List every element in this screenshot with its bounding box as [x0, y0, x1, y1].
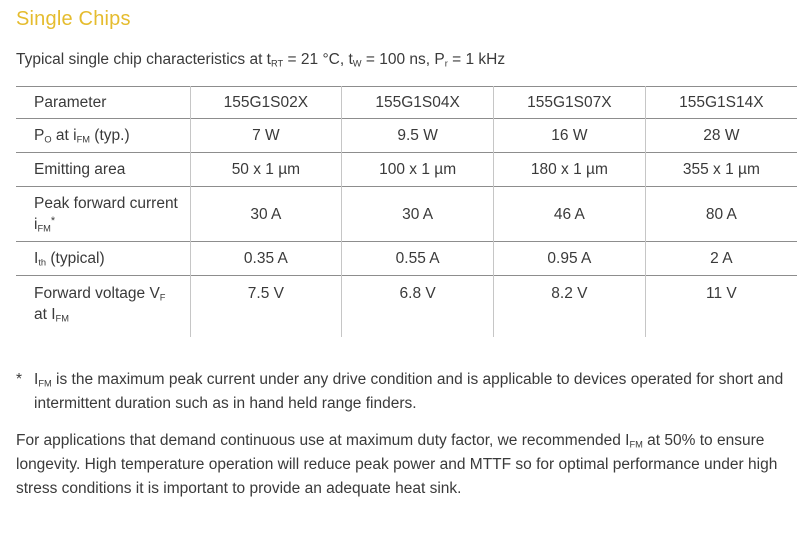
section-title: Single Chips — [16, 8, 131, 30]
value-cell: 2 A — [645, 242, 797, 276]
value-cell: 30 A — [342, 187, 494, 242]
col-header-model: 155G1S02X — [190, 87, 342, 119]
header-row — [16, 87, 797, 119]
value-cell: 46 A — [494, 187, 646, 242]
value-cell: 8.2 V — [494, 276, 646, 338]
value-cell: 0.95 A — [494, 242, 646, 276]
value-cell: 7 W — [190, 119, 342, 153]
table-row — [16, 153, 797, 187]
value-cell: 30 A — [190, 187, 342, 242]
value-cell: 16 W — [494, 119, 646, 153]
value-cell: 11 V — [645, 276, 797, 338]
value-cell: 355 x 1 µm — [645, 153, 797, 187]
table-row — [16, 187, 797, 242]
footnote-text: $I_{FM}$ is the maximum peak current under any drive condition and is applicable to devices operated for short and intermittent duration such as in hand held range finders. — [34, 371, 784, 412]
table-row — [16, 242, 797, 276]
value-cell: 28 W — [645, 119, 797, 153]
footnote — [16, 368, 802, 416]
spec-table-header — [16, 87, 797, 119]
value-cell: 80 A — [645, 187, 797, 242]
col-header-model: 155G1S07X — [494, 87, 646, 119]
value-cell: 7.5 V — [190, 276, 342, 338]
spec-table — [16, 86, 797, 337]
table-row — [16, 276, 797, 338]
value-cell: 180 x 1 µm — [494, 153, 646, 187]
table-row — [16, 119, 797, 153]
parameter-cell: $P_O$ at $i_{FM}$ (typ.) — [34, 127, 130, 145]
value-cell: 0.35 A — [190, 242, 342, 276]
value-cell: 100 x 1 µm — [342, 153, 494, 187]
footnote-asterisk: * — [16, 371, 23, 388]
parameter-cell: Forward voltage $V_F$ at $I_{FM}$ — [34, 285, 166, 324]
intro-conditions-text: Typical single chip characteristics at $t_{RT} = 21$ °C, $t_W = 100$ ns, $P_r = 1$ kHz — [16, 51, 506, 69]
parameter-cell: Peak forward current $i_{FM}^*$ — [34, 195, 178, 234]
parameter-cell: Emitting area — [34, 161, 126, 178]
value-cell: 6.8 V — [342, 276, 494, 338]
parameter-cell: $I_{th}$ (typical) — [34, 250, 105, 268]
col-header-model: 155G1S04X — [342, 87, 494, 119]
value-cell: 0.55 A — [342, 242, 494, 276]
value-cell: 9.5 W — [342, 119, 494, 153]
value-cell: 50 x 1 µm — [190, 153, 342, 187]
col-header-parameter: Parameter — [34, 94, 107, 111]
applications-paragraph: For applications that demand continuous use at maximum duty factor, we recommended $I_{FM}$ at 50% to ensure longevity. High temperature operation will reduce peak power and MTTF so for optimal performance under high stress conditions it is important to provide an adequate heat sink. — [16, 432, 778, 497]
col-header-model: 155G1S14X — [645, 87, 797, 119]
spec-table-body — [16, 119, 797, 338]
